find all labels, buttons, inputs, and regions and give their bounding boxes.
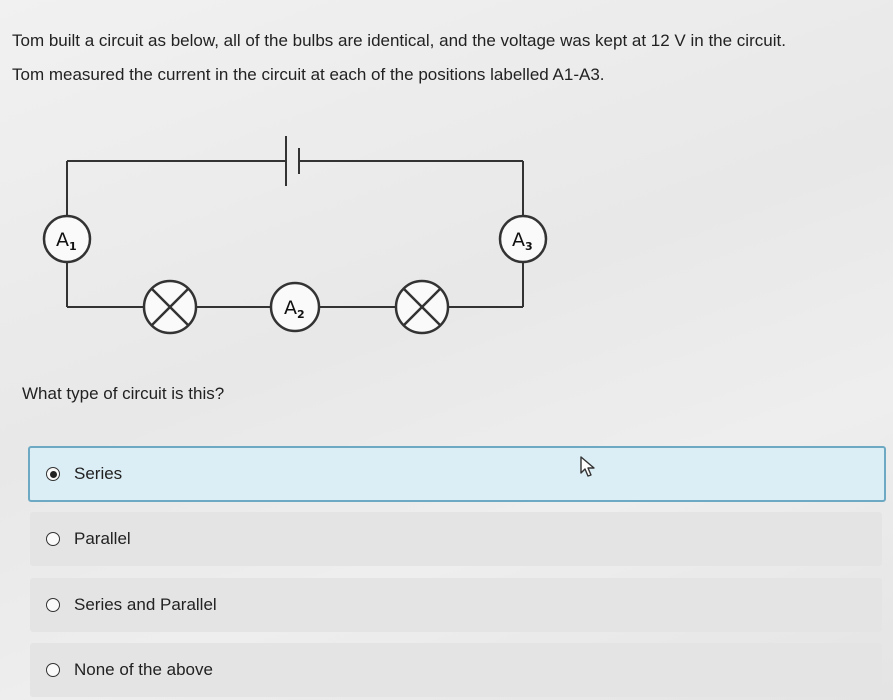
radio-unselected-icon[interactable]: [46, 532, 60, 546]
ammeter-a1-letter: A: [56, 229, 69, 251]
ammeter-a3-sub: 3: [525, 240, 533, 253]
option-series-and-parallel[interactable]: [30, 578, 882, 632]
ammeter-a2: [271, 283, 319, 331]
option-label: Series: [74, 464, 123, 483]
option-label: Series and Parallel: [74, 595, 217, 614]
intro-line-2: Tom measured the current in the circuit at each of the positions labelled A1-A3.: [12, 65, 605, 84]
ammeter-a3-letter: A: [512, 229, 525, 251]
mouse-cursor-icon: [578, 455, 598, 479]
ammeter-a2-letter: A: [284, 297, 297, 319]
option-label: Parallel: [74, 529, 131, 548]
question-intro: [12, 24, 882, 92]
option-series[interactable]: [28, 446, 886, 502]
ammeter-a1: [44, 216, 90, 262]
option-label: None of the above: [74, 660, 213, 679]
bulb-1-icon: [144, 281, 196, 333]
question-text: What type of circuit is this?: [22, 384, 225, 403]
bulb-2-icon: [396, 281, 448, 333]
option-parallel[interactable]: [30, 512, 882, 566]
intro-line-1: Tom built a circuit as below, all of the bulbs are identical, and the voltage was kept at 12 V in the circuit.: [12, 31, 786, 50]
radio-selected-icon[interactable]: [46, 467, 60, 481]
radio-unselected-icon[interactable]: [46, 663, 60, 677]
ammeter-a3: [500, 216, 546, 262]
circuit-diagram: [30, 128, 570, 348]
radio-unselected-icon[interactable]: [46, 598, 60, 612]
option-none-of-the-above[interactable]: [30, 643, 882, 697]
ammeter-a1-sub: 1: [69, 240, 77, 253]
ammeter-a2-sub: 2: [297, 308, 305, 321]
